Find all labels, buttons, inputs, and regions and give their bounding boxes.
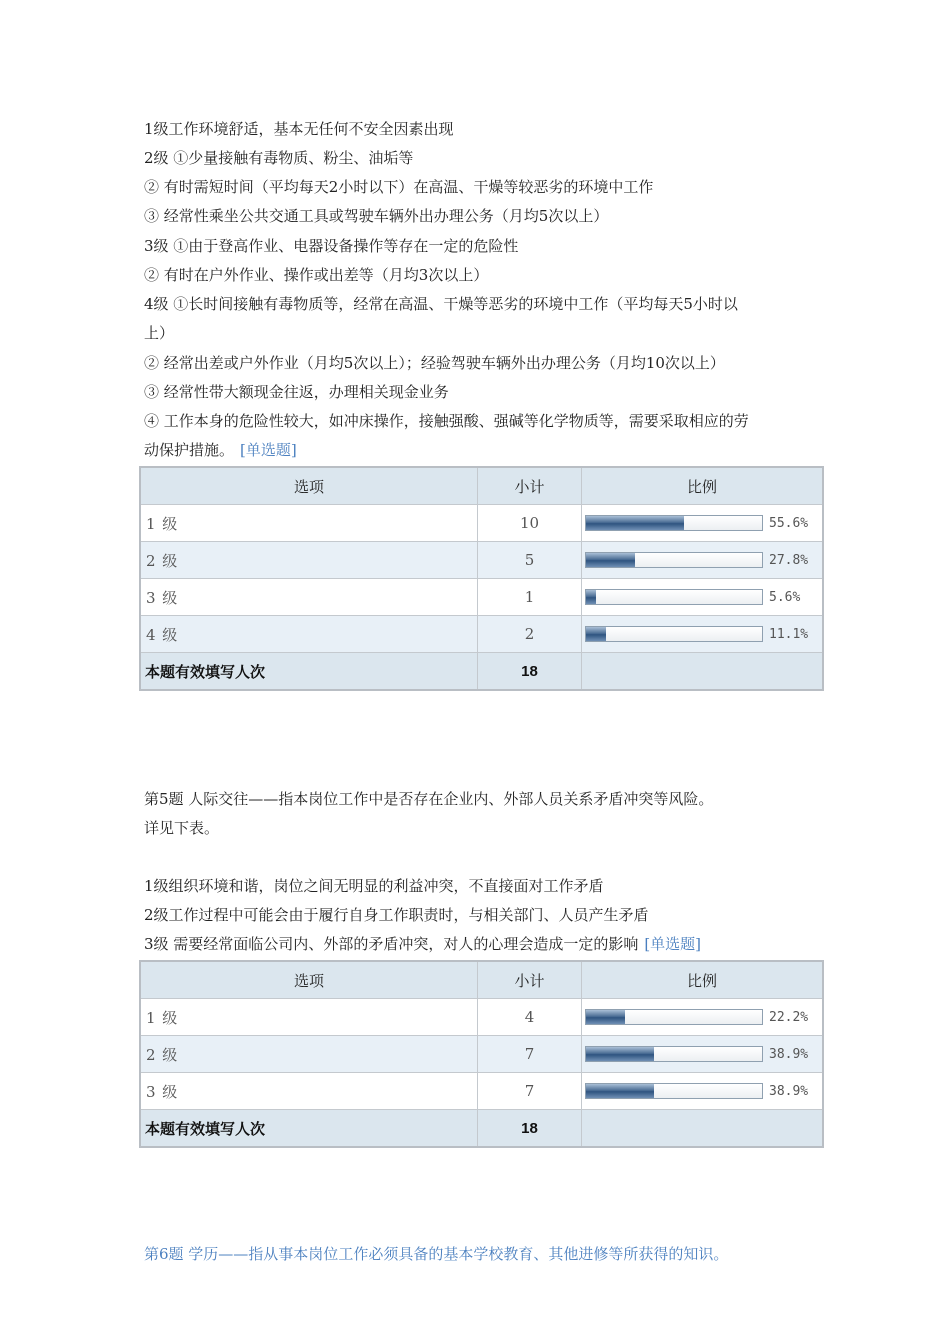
q5-stats-table <box>139 960 824 1148</box>
ratio-percent: 27.8% <box>769 552 809 568</box>
ratio-bar-fill <box>586 1084 654 1098</box>
ratio-percent: 55.6% <box>769 515 809 531</box>
header-count: 小计 <box>478 961 582 999</box>
row-count: 7 <box>478 1073 582 1110</box>
header-ratio: 比例 <box>582 961 824 999</box>
ratio-bar-fill <box>586 590 596 604</box>
ratio-bar-fill <box>586 516 684 530</box>
q4-line-4: ③ 经常性乘坐公共交通工具或驾驶车辆外出办理公务（月均5次以上） <box>144 207 609 225</box>
table-header-row <box>140 467 823 505</box>
footer-count: 18 <box>478 653 582 691</box>
header-ratio: 比例 <box>582 467 824 505</box>
row-option: 1 级 <box>140 505 478 542</box>
table-row <box>140 1073 823 1110</box>
ratio-bar-fill <box>586 553 635 567</box>
table-row <box>140 505 823 542</box>
row-count: 2 <box>478 616 582 653</box>
ratio-bar <box>585 626 763 642</box>
row-count: 7 <box>478 1036 582 1073</box>
table-row <box>140 579 823 616</box>
ratio-bar <box>585 515 763 531</box>
ratio-percent: 22.2% <box>769 1009 809 1025</box>
ratio-bar <box>585 1046 763 1062</box>
table-row <box>140 616 823 653</box>
row-option: 1 级 <box>140 999 478 1036</box>
row-option: 3 级 <box>140 1073 478 1110</box>
ratio-bar <box>585 589 763 605</box>
ratio-bar <box>585 552 763 568</box>
q4-question-type-tag: [单选题] <box>240 441 297 459</box>
ratio-percent: 38.9% <box>769 1083 809 1099</box>
q5-question-type-tag: [单选题] <box>644 935 702 953</box>
ratio-bar <box>585 1009 763 1025</box>
q4-line-6: ② 有时在户外作业、操作或出差等（月均3次以上） <box>144 266 489 284</box>
q4-line-12-text: 动保护措施。 <box>144 441 235 459</box>
q5-title-line-2: 详见下表。 <box>144 819 220 837</box>
row-count: 5 <box>478 542 582 579</box>
row-option: 3 级 <box>140 579 478 616</box>
ratio-bar-fill <box>586 1010 625 1024</box>
q4-line-7: 4级 ①长时间接触有毒物质等，经常在高温、干燥等恶劣的环境中工作（平均每天5小时以 <box>144 295 738 313</box>
row-option: 2 级 <box>140 542 478 579</box>
row-ratio <box>582 505 824 542</box>
footer-label: 本题有效填写人次 <box>140 653 478 691</box>
row-ratio <box>582 999 824 1036</box>
row-count: 1 <box>478 579 582 616</box>
q5-line-2: 2级工作过程中可能会由于履行自身工作职责时，与相关部门、人员产生矛盾 <box>144 906 649 924</box>
footer-label: 本题有效填写人次 <box>140 1110 478 1148</box>
table-footer-row <box>140 1110 823 1148</box>
ratio-percent: 11.1% <box>769 626 809 642</box>
table-row <box>140 542 823 579</box>
q5-line-3-text: 3级 需要经常面临公司内、外部的矛盾冲突，对人的心理会造成一定的影响 <box>144 935 639 953</box>
q6-title: 第6题 学历——指从事本岗位工作必须具备的基本学校教育、其他进修等所获得的知识。 <box>144 1245 729 1263</box>
q5-title-line-1: 第5题 人际交往——指本岗位工作中是否存在企业内、外部人员关系矛盾冲突等风险。 <box>144 790 714 808</box>
q4-line-5: 3级 ①由于登高作业、电器设备操作等存在一定的危险性 <box>144 237 519 255</box>
footer-count: 18 <box>478 1110 582 1148</box>
q4-line-11: ④ 工作本身的危险性较大，如冲床操作，接触强酸、强碱等化学物质等，需要采取相应的劳 <box>144 412 749 430</box>
row-count: 10 <box>478 505 582 542</box>
row-count: 4 <box>478 999 582 1036</box>
row-ratio <box>582 1036 824 1073</box>
q4-line-2: 2级 ①少量接触有毒物质、粉尘、油垢等 <box>144 149 414 167</box>
header-option: 选项 <box>140 467 478 505</box>
row-ratio <box>582 616 824 653</box>
table-row <box>140 1036 823 1073</box>
row-ratio <box>582 542 824 579</box>
q4-line-8: 上） <box>144 324 175 342</box>
table-row <box>140 999 823 1036</box>
q4-line-9: ② 经常出差或户外作业（月均5次以上）；经验驾驶车辆外出办理公务（月均10次以上） <box>144 354 725 372</box>
ratio-bar-fill <box>586 627 606 641</box>
ratio-bar-fill <box>586 1047 654 1061</box>
q4-line-12 <box>144 440 297 460</box>
footer-empty <box>582 653 824 691</box>
q4-line-10: ③ 经常性带大额现金往返，办理相关现金业务 <box>144 383 449 401</box>
q4-stats-table <box>139 466 824 691</box>
q4-line-1: 1级工作环境舒适，基本无任何不安全因素出现 <box>144 120 454 138</box>
q4-line-3: ② 有时需短时间（平均每天2小时以下）在高温、干燥等较恶劣的环境中工作 <box>144 178 654 196</box>
q5-line-3 <box>144 934 701 954</box>
q5-line-1: 1级组织环境和谐，岗位之间无明显的利益冲突，不直接面对工作矛盾 <box>144 877 604 895</box>
header-count: 小计 <box>478 467 582 505</box>
footer-empty <box>582 1110 824 1148</box>
header-option: 选项 <box>140 961 478 999</box>
row-option: 2 级 <box>140 1036 478 1073</box>
row-option: 4 级 <box>140 616 478 653</box>
ratio-percent: 5.6% <box>769 589 801 605</box>
ratio-bar <box>585 1083 763 1099</box>
table-header-row <box>140 961 823 999</box>
table-footer-row <box>140 653 823 691</box>
ratio-percent: 38.9% <box>769 1046 809 1062</box>
row-ratio <box>582 1073 824 1110</box>
row-ratio <box>582 579 824 616</box>
